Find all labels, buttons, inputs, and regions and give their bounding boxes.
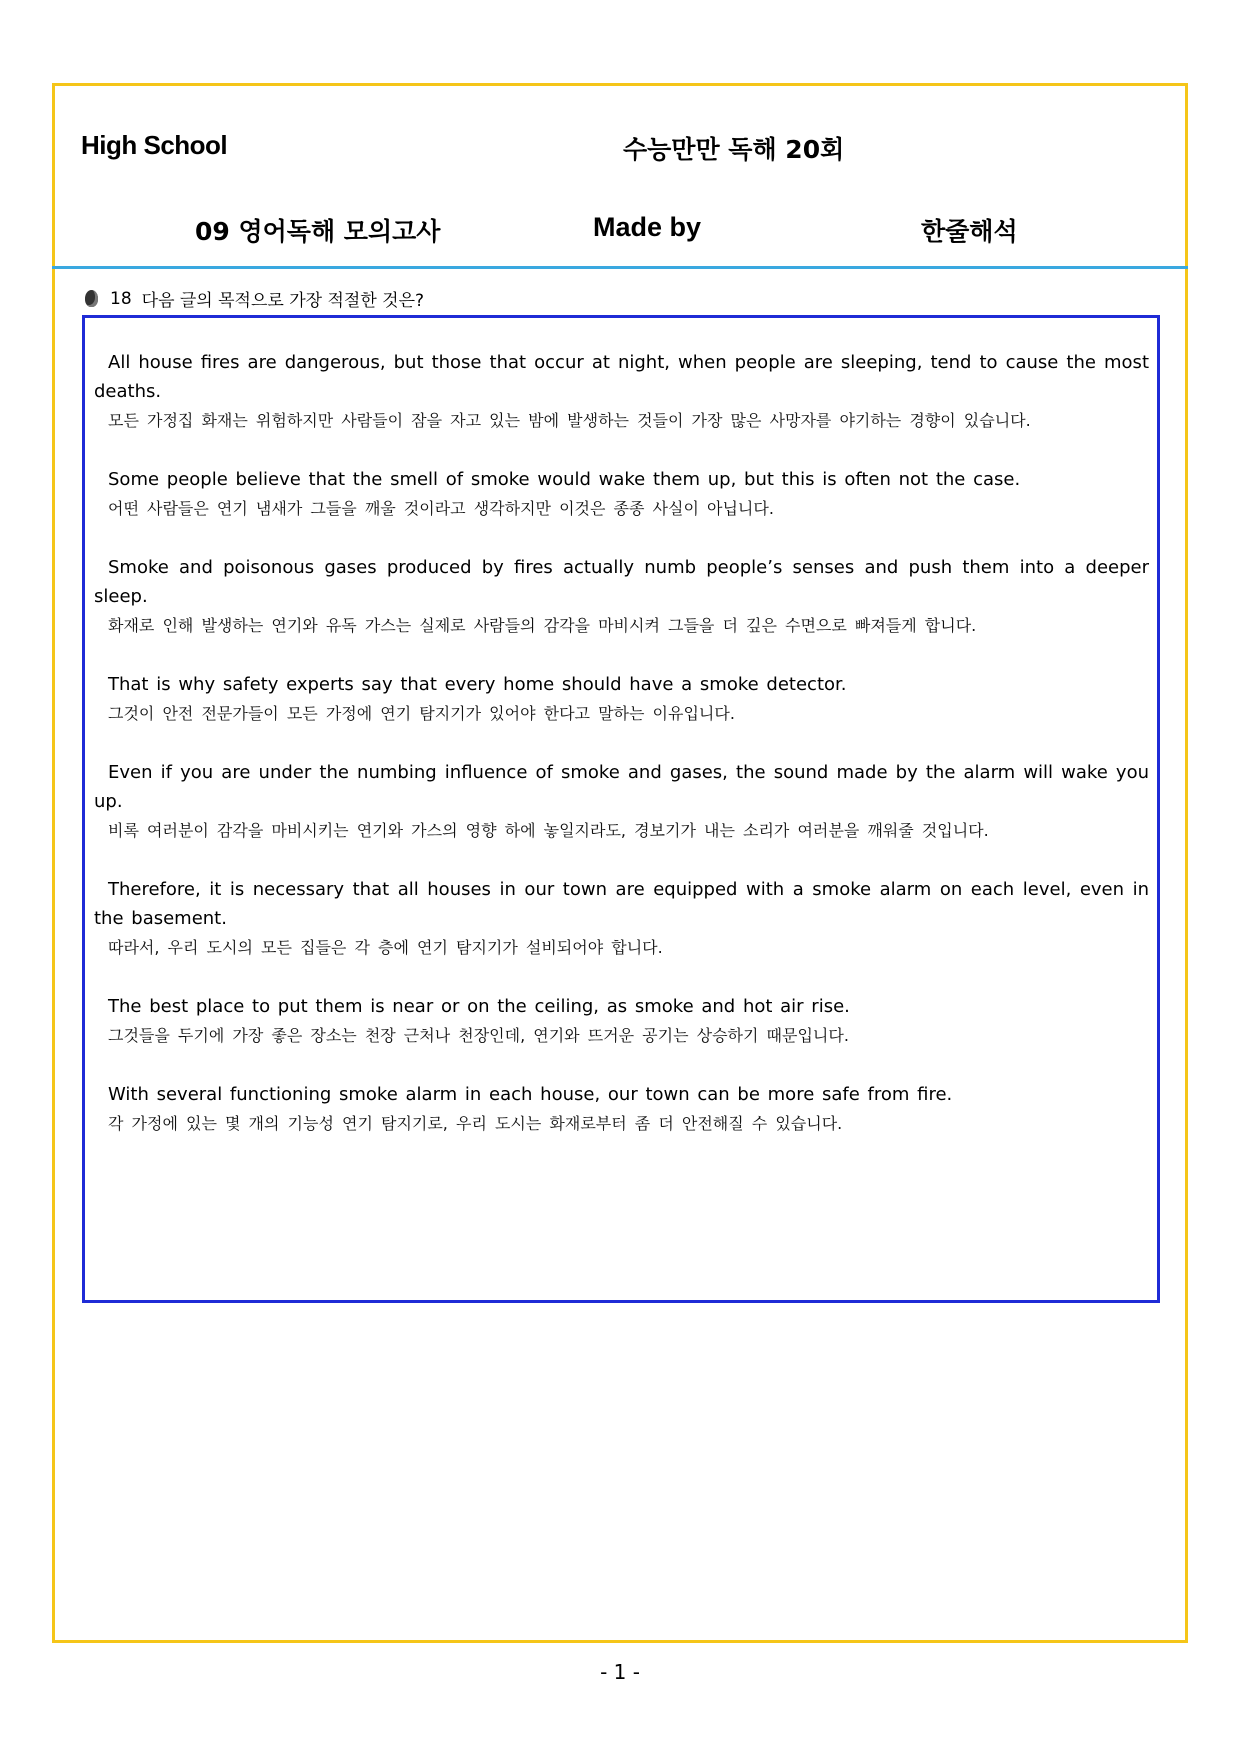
korean-translation: 어떤 사람들은 연기 냄새가 그들을 깨울 것이라고 생각하지만 이것은 종종 사실이 아닙니다.: [108, 499, 774, 518]
subject-label: 09 영어독해 모의고사: [195, 217, 441, 246]
korean-translation: 모든 가정집 화재는 위험하지만 사람들이 잠을 자고 있는 밤에 발생하는 것들이 가장 많은 사망자를 야기하는 경향이 있습니다.: [108, 411, 1031, 430]
korean-translation: 그것들을 두기에 가장 좋은 장소는 천장 근처나 천장인데, 연기와 뜨거운 공기는 상승하기 때문입니다.: [108, 1026, 849, 1045]
english-sentence: Therefore, it is necessary that all houses in our town are equipped with a smoke alarm on each level, even in the basement.: [94, 879, 1149, 929]
passage-pair: [94, 992, 1149, 1050]
passage-pair: [94, 1080, 1149, 1138]
passage-pair: [94, 465, 1149, 523]
english-sentence: The best place to put them is near or on the ceiling, as smoke and hot air rise.: [108, 996, 850, 1017]
question-number: 18: [110, 288, 132, 309]
passage-pair: [94, 553, 1149, 640]
korean-translation: 따라서, 우리 도시의 모든 집들은 각 층에 연기 탐지기가 설비되어야 합니다.: [108, 938, 663, 957]
passage-box: [82, 315, 1160, 1303]
english-sentence: Smoke and poisonous gases produced by fires actually numb people’s senses and push them into a deeper sleep.: [94, 557, 1149, 607]
english-sentence: That is why safety experts say that every home should have a smoke detector.: [108, 674, 847, 695]
header-divider: [52, 266, 1188, 269]
school-label: High School: [81, 130, 228, 160]
author-label: 한줄해석: [921, 217, 1018, 246]
korean-translation: 화재로 인해 발생하는 연기와 유독 가스는 실제로 사람들의 감각을 마비시켜 그들을 더 깊은 수면으로 빠져들게 합니다.: [108, 616, 977, 635]
korean-translation: 그것이 안전 전문가들이 모든 가정에 연기 탐지기가 있어야 한다고 말하는 이유입니다.: [108, 704, 735, 723]
exam-title: 수능만만 독해 20회: [623, 135, 845, 164]
passage-pair: [94, 758, 1149, 845]
question-heading: [85, 286, 424, 311]
page-number: - 1 -: [600, 1660, 640, 1684]
question-prompt: 다음 글의 목적으로 가장 적절한 것은?: [141, 291, 425, 311]
english-sentence: With several functioning smoke alarm in each house, our town can be more safe from fire.: [108, 1084, 953, 1105]
english-sentence: All house fires are dangerous, but those that occur at night, when people are sleeping, tend to cause the most deaths.: [94, 352, 1149, 402]
page-frame: [52, 83, 1188, 1643]
passage-pair: [94, 670, 1149, 728]
korean-translation: 각 가정에 있는 몇 개의 기능성 연기 탐지기로, 우리 도시는 화재로부터 좀 더 안전해질 수 있습니다.: [108, 1114, 843, 1133]
korean-translation: 비록 여러분이 감각을 마비시키는 연기와 가스의 영향 하에 놓일지라도, 경보기가 내는 소리가 여러분을 깨워줄 것입니다.: [108, 821, 989, 840]
english-sentence: Some people believe that the smell of smoke would wake them up, but this is often not the case.: [108, 469, 1021, 490]
passage-pair: [94, 348, 1149, 435]
header-bottom-row: [55, 212, 1185, 252]
made-by-label: Made by: [593, 212, 702, 242]
bullet-icon: [85, 290, 98, 307]
english-sentence: Even if you are under the numbing influence of smoke and gases, the sound made by the alarm will wake you up.: [94, 762, 1149, 812]
passage-pair: [94, 875, 1149, 962]
header-top-row: [55, 130, 1185, 170]
